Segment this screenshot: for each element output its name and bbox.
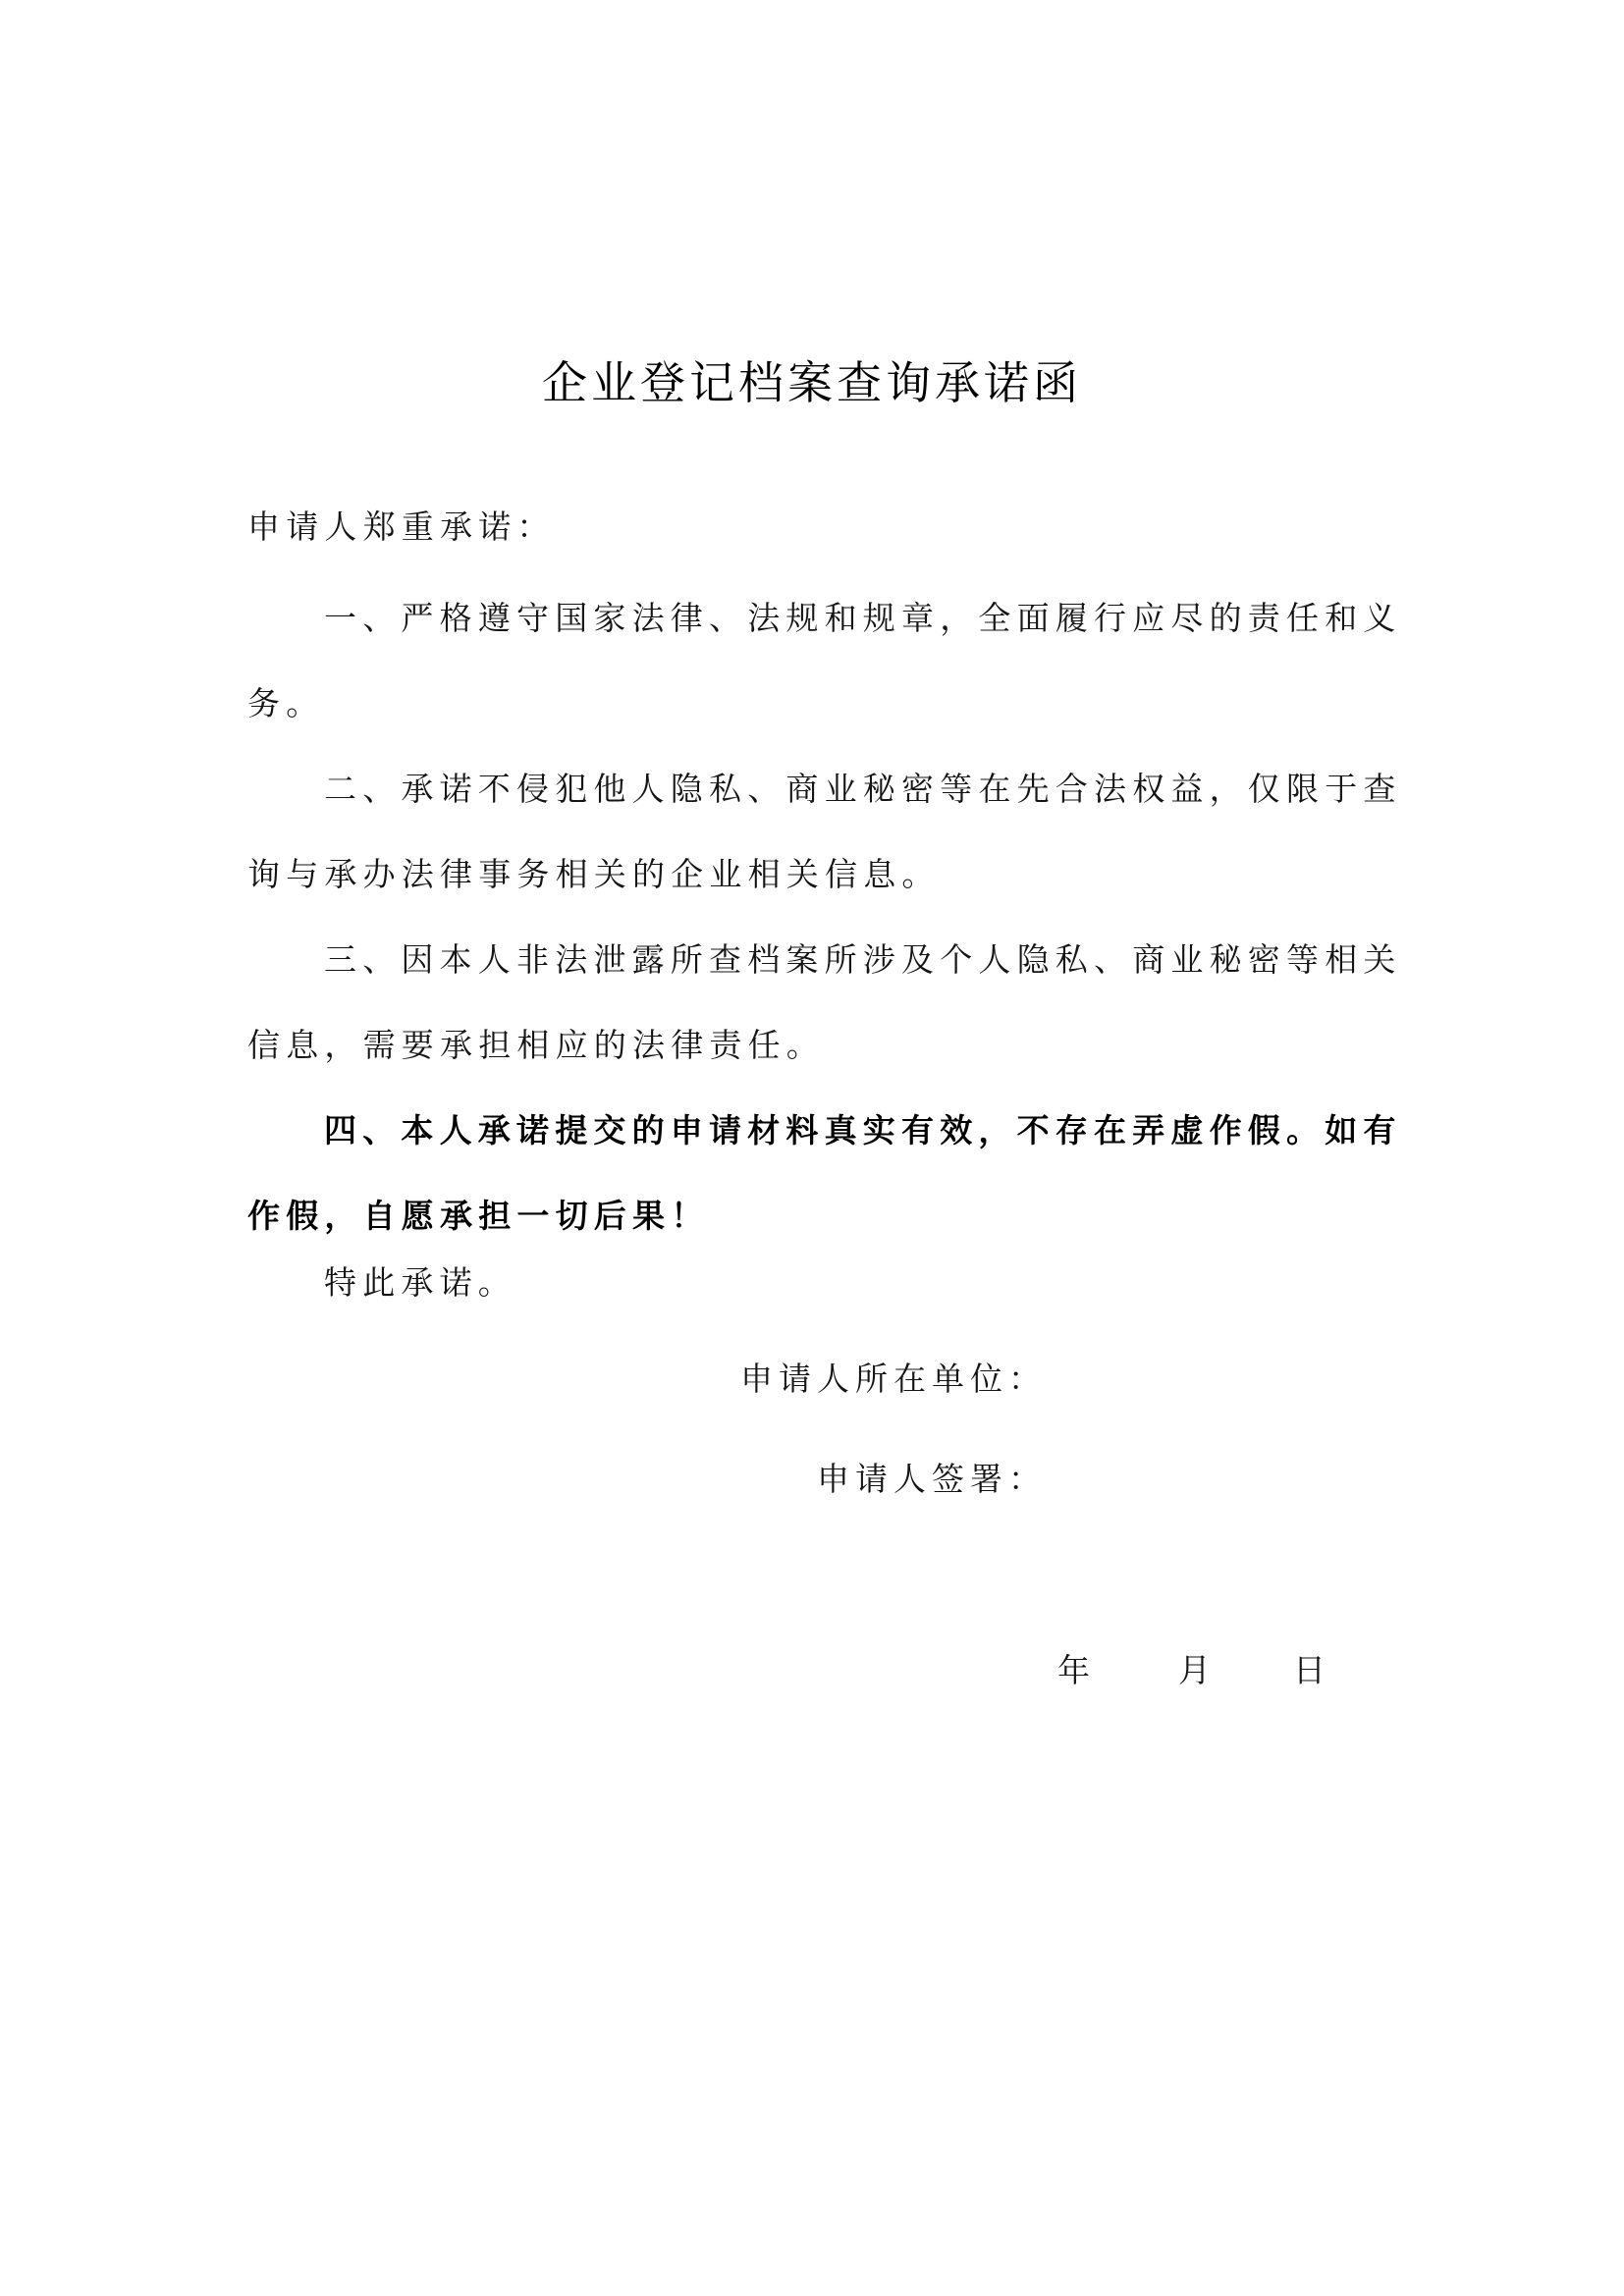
applicant-unit-label: 申请人所在单位： (740, 1360, 1047, 1398)
clause-3-line-2: 信息，需要承担相应的法律责任。 (247, 1026, 825, 1064)
clause-4-line-1: 四、本人承诺提交的申请材料真实有效，不存在弄虚作假。如有 (324, 1111, 1402, 1149)
clause-3-line-1: 三、因本人非法泄露所查档案所涉及个人隐私、商业秘密等相关 (324, 940, 1402, 979)
date-year-label: 年 (1057, 1651, 1090, 1689)
clause-2-line-2: 询与承办法律事务相关的企业相关信息。 (247, 855, 941, 893)
clause-2-line-1: 二、承诺不侵犯他人隐私、商业秘密等在先合法权益，仅限于查 (324, 770, 1402, 808)
date-day-label: 日 (1293, 1651, 1326, 1689)
salutation: 申请人郑重承诺： (247, 507, 556, 546)
clause-1-line-1: 一、严格遵守国家法律、法规和规章，全面履行应尽的责任和义 (324, 599, 1402, 637)
clause-1-line-2: 务。 (247, 684, 325, 722)
applicant-signature-label: 申请人签署： (817, 1460, 1047, 1498)
closing-statement: 特此承诺。 (324, 1263, 516, 1302)
document-title: 企业登记档案查询承诺函 (542, 356, 1082, 409)
clause-4-line-2: 作假，自愿承担一切后果！ (247, 1197, 710, 1235)
date-month-label: 月 (1178, 1651, 1211, 1689)
